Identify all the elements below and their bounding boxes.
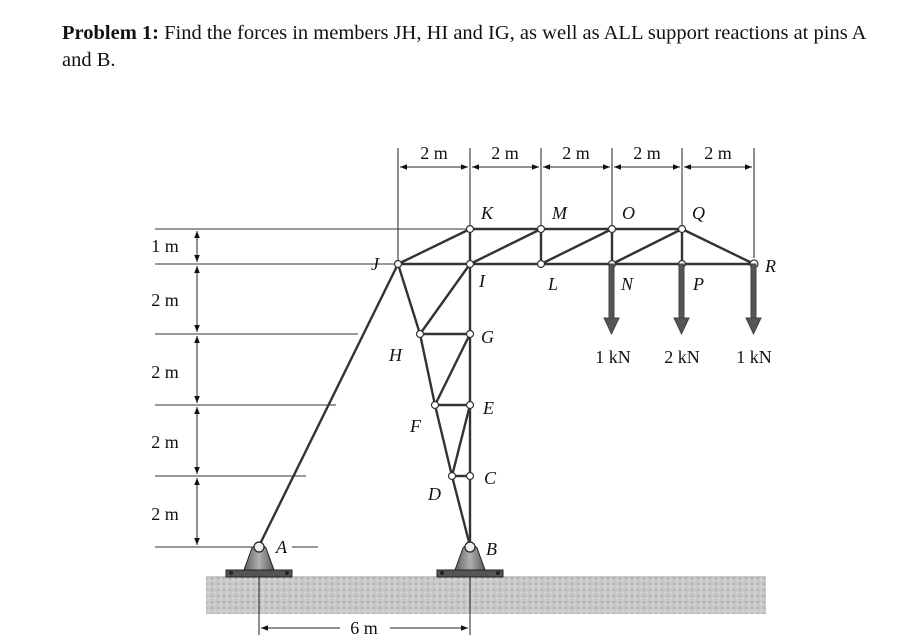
joint-label-r: R <box>765 256 776 276</box>
left-dim-5: 2 m <box>151 504 179 524</box>
load-label-3: 1 kN <box>736 347 772 367</box>
joint-label-e: E <box>483 398 494 418</box>
joint-label-c: C <box>484 468 497 488</box>
top-dim-2: 2 m <box>491 143 519 163</box>
joint-label-p: P <box>693 274 704 294</box>
top-dim-4: 2 m <box>633 143 661 163</box>
load-label-1: 1 kN <box>595 347 631 367</box>
joint-label-o: O <box>622 203 635 223</box>
top-dim-5: 2 m <box>704 143 732 163</box>
problem-text: Find the forces in members JH, HI and IG, as well as ALL support reactions at pins A and B. <box>62 22 866 71</box>
problem-heading: Problem 1: <box>62 22 159 44</box>
joint-label-m: M <box>552 203 567 223</box>
bottom-dim: 6 m <box>350 618 378 638</box>
top-dim-3: 2 m <box>562 143 590 163</box>
joint-label-a: A <box>276 537 287 557</box>
left-dim-2: 2 m <box>151 290 179 310</box>
joint-label-b: B <box>486 539 497 559</box>
left-dim-3: 2 m <box>151 362 179 382</box>
joint-label-i: I <box>479 271 485 291</box>
left-dim-4: 2 m <box>151 432 179 452</box>
top-dim-1: 2 m <box>420 143 448 163</box>
joint-label-q: Q <box>692 203 705 223</box>
left-dimension-lines <box>155 229 470 547</box>
joint-label-l: L <box>548 274 559 294</box>
joint-label-g: G <box>481 327 494 347</box>
joint-label-f: F <box>410 416 421 436</box>
joint-label-n: N <box>621 274 634 294</box>
left-dim-1: 1 m <box>151 236 179 256</box>
joint-label-j: J <box>371 254 379 274</box>
joint-label-k: K <box>481 203 494 223</box>
load-label-2: 2 kN <box>664 347 700 367</box>
joint-label-d: D <box>428 484 441 504</box>
ground <box>206 576 766 614</box>
joint-label-h: H <box>389 345 402 365</box>
